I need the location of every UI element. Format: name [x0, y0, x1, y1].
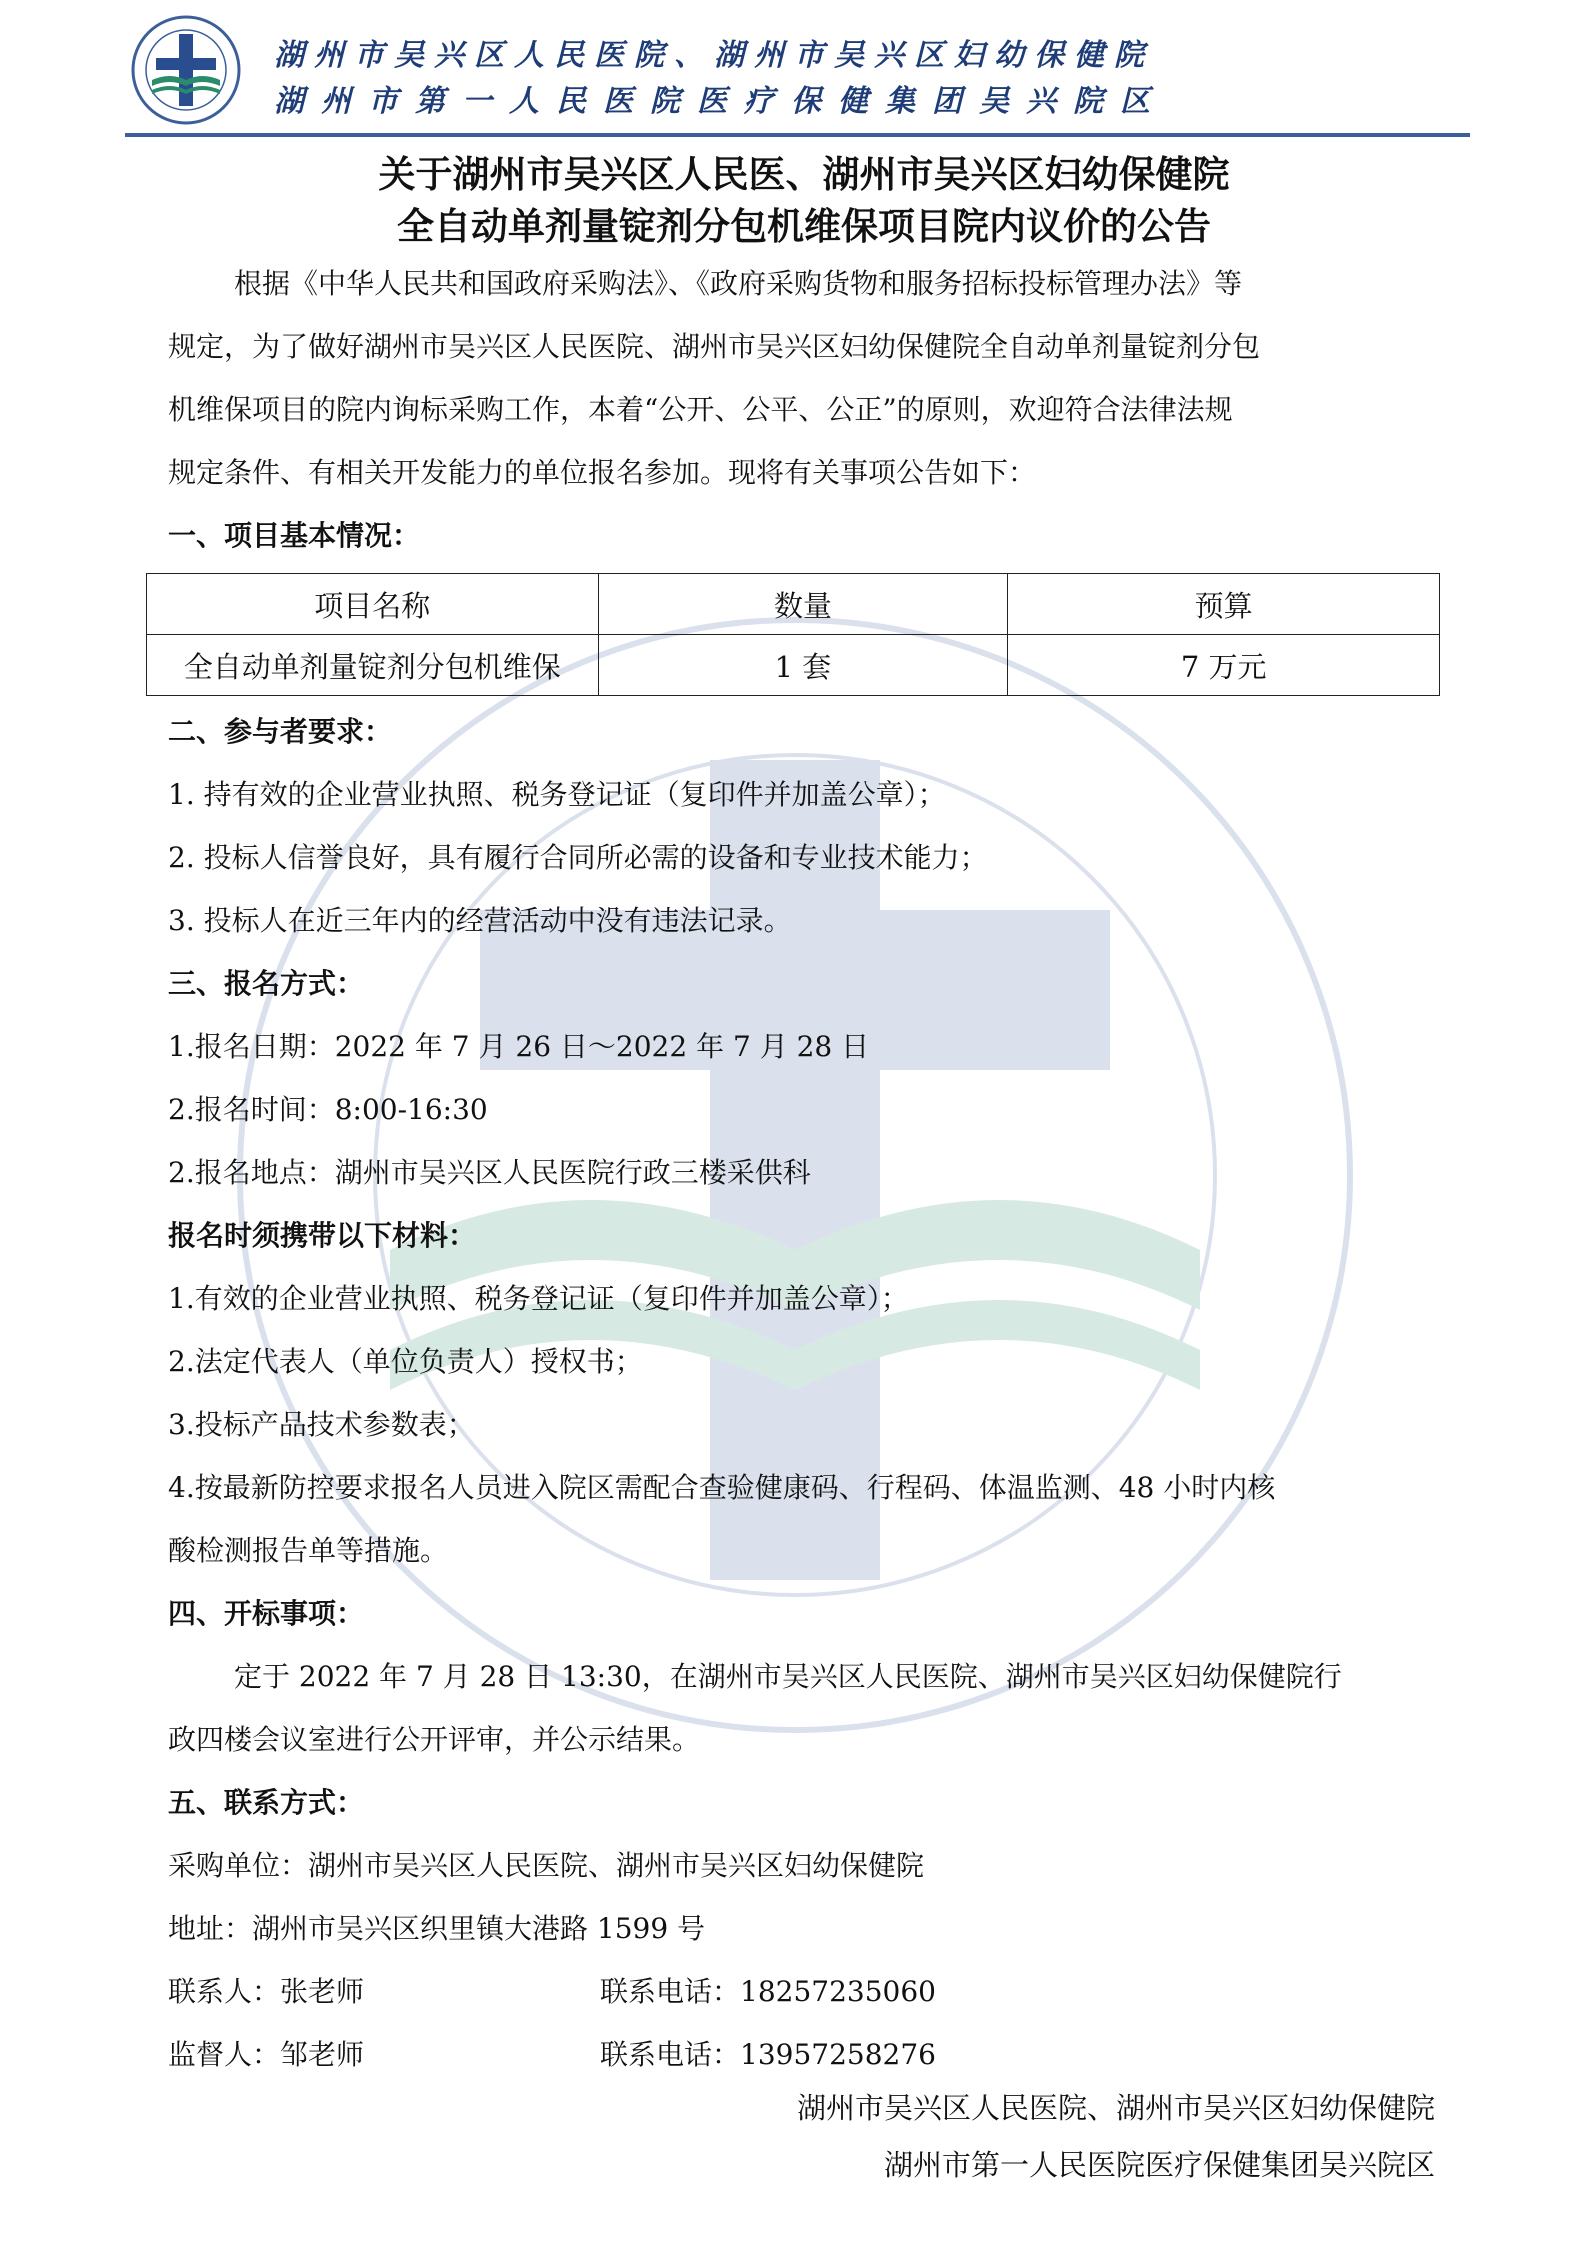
section2-heading: 二、参与者要求：: [168, 715, 393, 748]
table-header-row: [147, 574, 1440, 635]
list-item: 2. 投标人信誉良好，具有履行合同所必需的设备和专业技术能力；: [168, 841, 988, 874]
table-row: [147, 635, 1440, 696]
hospital-group-logo-icon: [130, 14, 242, 126]
list-item: 1. 持有效的企业营业执照、税务登记证（复印件并加盖公章）；: [168, 778, 946, 811]
project-table: [146, 573, 1440, 696]
intro-line: 机维保项目的院内询标采购工作，本着“公开、公平、公正”的原则，欢迎符合法律法规: [168, 393, 1233, 426]
opening-line: 政四楼会议室进行公开评审，并公示结果。: [168, 1723, 701, 1756]
supervisor-person: 监督人：邹老师: [168, 2038, 365, 2071]
contact-person: 联系人：张老师: [168, 1975, 365, 2008]
list-item: 2.法定代表人（单位负责人）授权书；: [168, 1345, 643, 1378]
contact-row: [168, 1960, 1440, 2023]
list-item: 3. 投标人在近三年内的经营活动中没有违法记录。: [168, 904, 792, 937]
intro-line: 规定条件、有相关开发能力的单位报名参加。现将有关事项公告如下：: [168, 456, 1037, 489]
address: 地址：湖州市吴兴区织里镇大港路 1599 号: [168, 1912, 706, 1945]
list-item: 2.报名时间：8:00-16:30: [168, 1093, 488, 1126]
list-item: 1.有效的企业营业执照、税务登记证（复印件并加盖公章）；: [168, 1282, 909, 1315]
list-item: 1.报名日期：2022 年 7 月 26 日～2022 年 7 月 28 日: [168, 1030, 870, 1063]
table-cell-quantity: 1 套: [598, 635, 1008, 696]
table-cell-name: 全自动单剂量锭剂分包机维保: [147, 635, 599, 696]
intro-line: 规定，为了做好湖州市吴兴区人民医院、湖州市吴兴区妇幼保健院全自动单剂量锭剂分包: [168, 330, 1261, 363]
intro-line: 根据《中华人民共和国政府采购法》、《政府采购货物和服务招标投标管理办法》等: [234, 267, 1243, 300]
opening-line: 定于 2022 年 7 月 28 日 13:30，在湖州市吴兴区人民医院、湖州市吴兴区妇幼保健院行: [234, 1660, 1342, 1693]
contact-phone: 联系电话：18257235060: [600, 1975, 936, 2008]
list-item: 酸检测报告单等措施。: [168, 1534, 449, 1567]
materials-heading: 报名时须携带以下材料：: [168, 1219, 477, 1252]
signature-line2: 湖州市第一人民医院医疗保健集团吴兴院区: [883, 2148, 1435, 2182]
supervisor-phone: 联系电话：13957258276: [600, 2038, 936, 2071]
buyer-unit: 采购单位：湖州市吴兴区人民医院、湖州市吴兴区妇幼保健院: [168, 1849, 925, 1882]
table-header-quantity: 数量: [598, 574, 1008, 635]
header-hospital-names: 湖州市吴兴区人民医院、湖州市吴兴区妇幼保健院: [274, 38, 1154, 73]
notice-title-line2: 全自动单剂量锭剂分包机维保项目院内议价的公告: [397, 204, 1211, 248]
table-header-name: 项目名称: [147, 574, 599, 635]
table-cell-budget: 7 万元: [1008, 635, 1440, 696]
section5-heading: 五、联系方式：: [168, 1786, 365, 1819]
list-item: 4.按最新防控要求报名人员进入院区需配合查验健康码、行程码、体温监测、48 小时内核: [168, 1471, 1276, 1504]
signature-line1: 湖州市吴兴区人民医院、湖州市吴兴区妇幼保健院: [796, 2091, 1435, 2125]
header-group-name: 湖州市第一人民医院医疗保健集团吴兴院区: [274, 84, 1167, 119]
letterhead: [130, 14, 1470, 132]
header-divider: [125, 133, 1470, 137]
table-header-budget: 预算: [1008, 574, 1440, 635]
notice-body: [168, 148, 1440, 2086]
section4-heading: 四、开标事项：: [168, 1597, 365, 1630]
list-item: 2.报名地点：湖州市吴兴区人民医院行政三楼采供科: [168, 1156, 811, 1189]
list-item: 3.投标产品技术参数表；: [168, 1408, 475, 1441]
section1-heading: 一、项目基本情况：: [168, 519, 421, 552]
signature-block: [797, 2080, 1435, 2194]
supervisor-row: [168, 2023, 1440, 2086]
notice-title-line1: 关于湖州市吴兴区人民医、湖州市吴兴区妇幼保健院: [378, 152, 1230, 196]
section3-heading: 三、报名方式：: [168, 967, 365, 1000]
